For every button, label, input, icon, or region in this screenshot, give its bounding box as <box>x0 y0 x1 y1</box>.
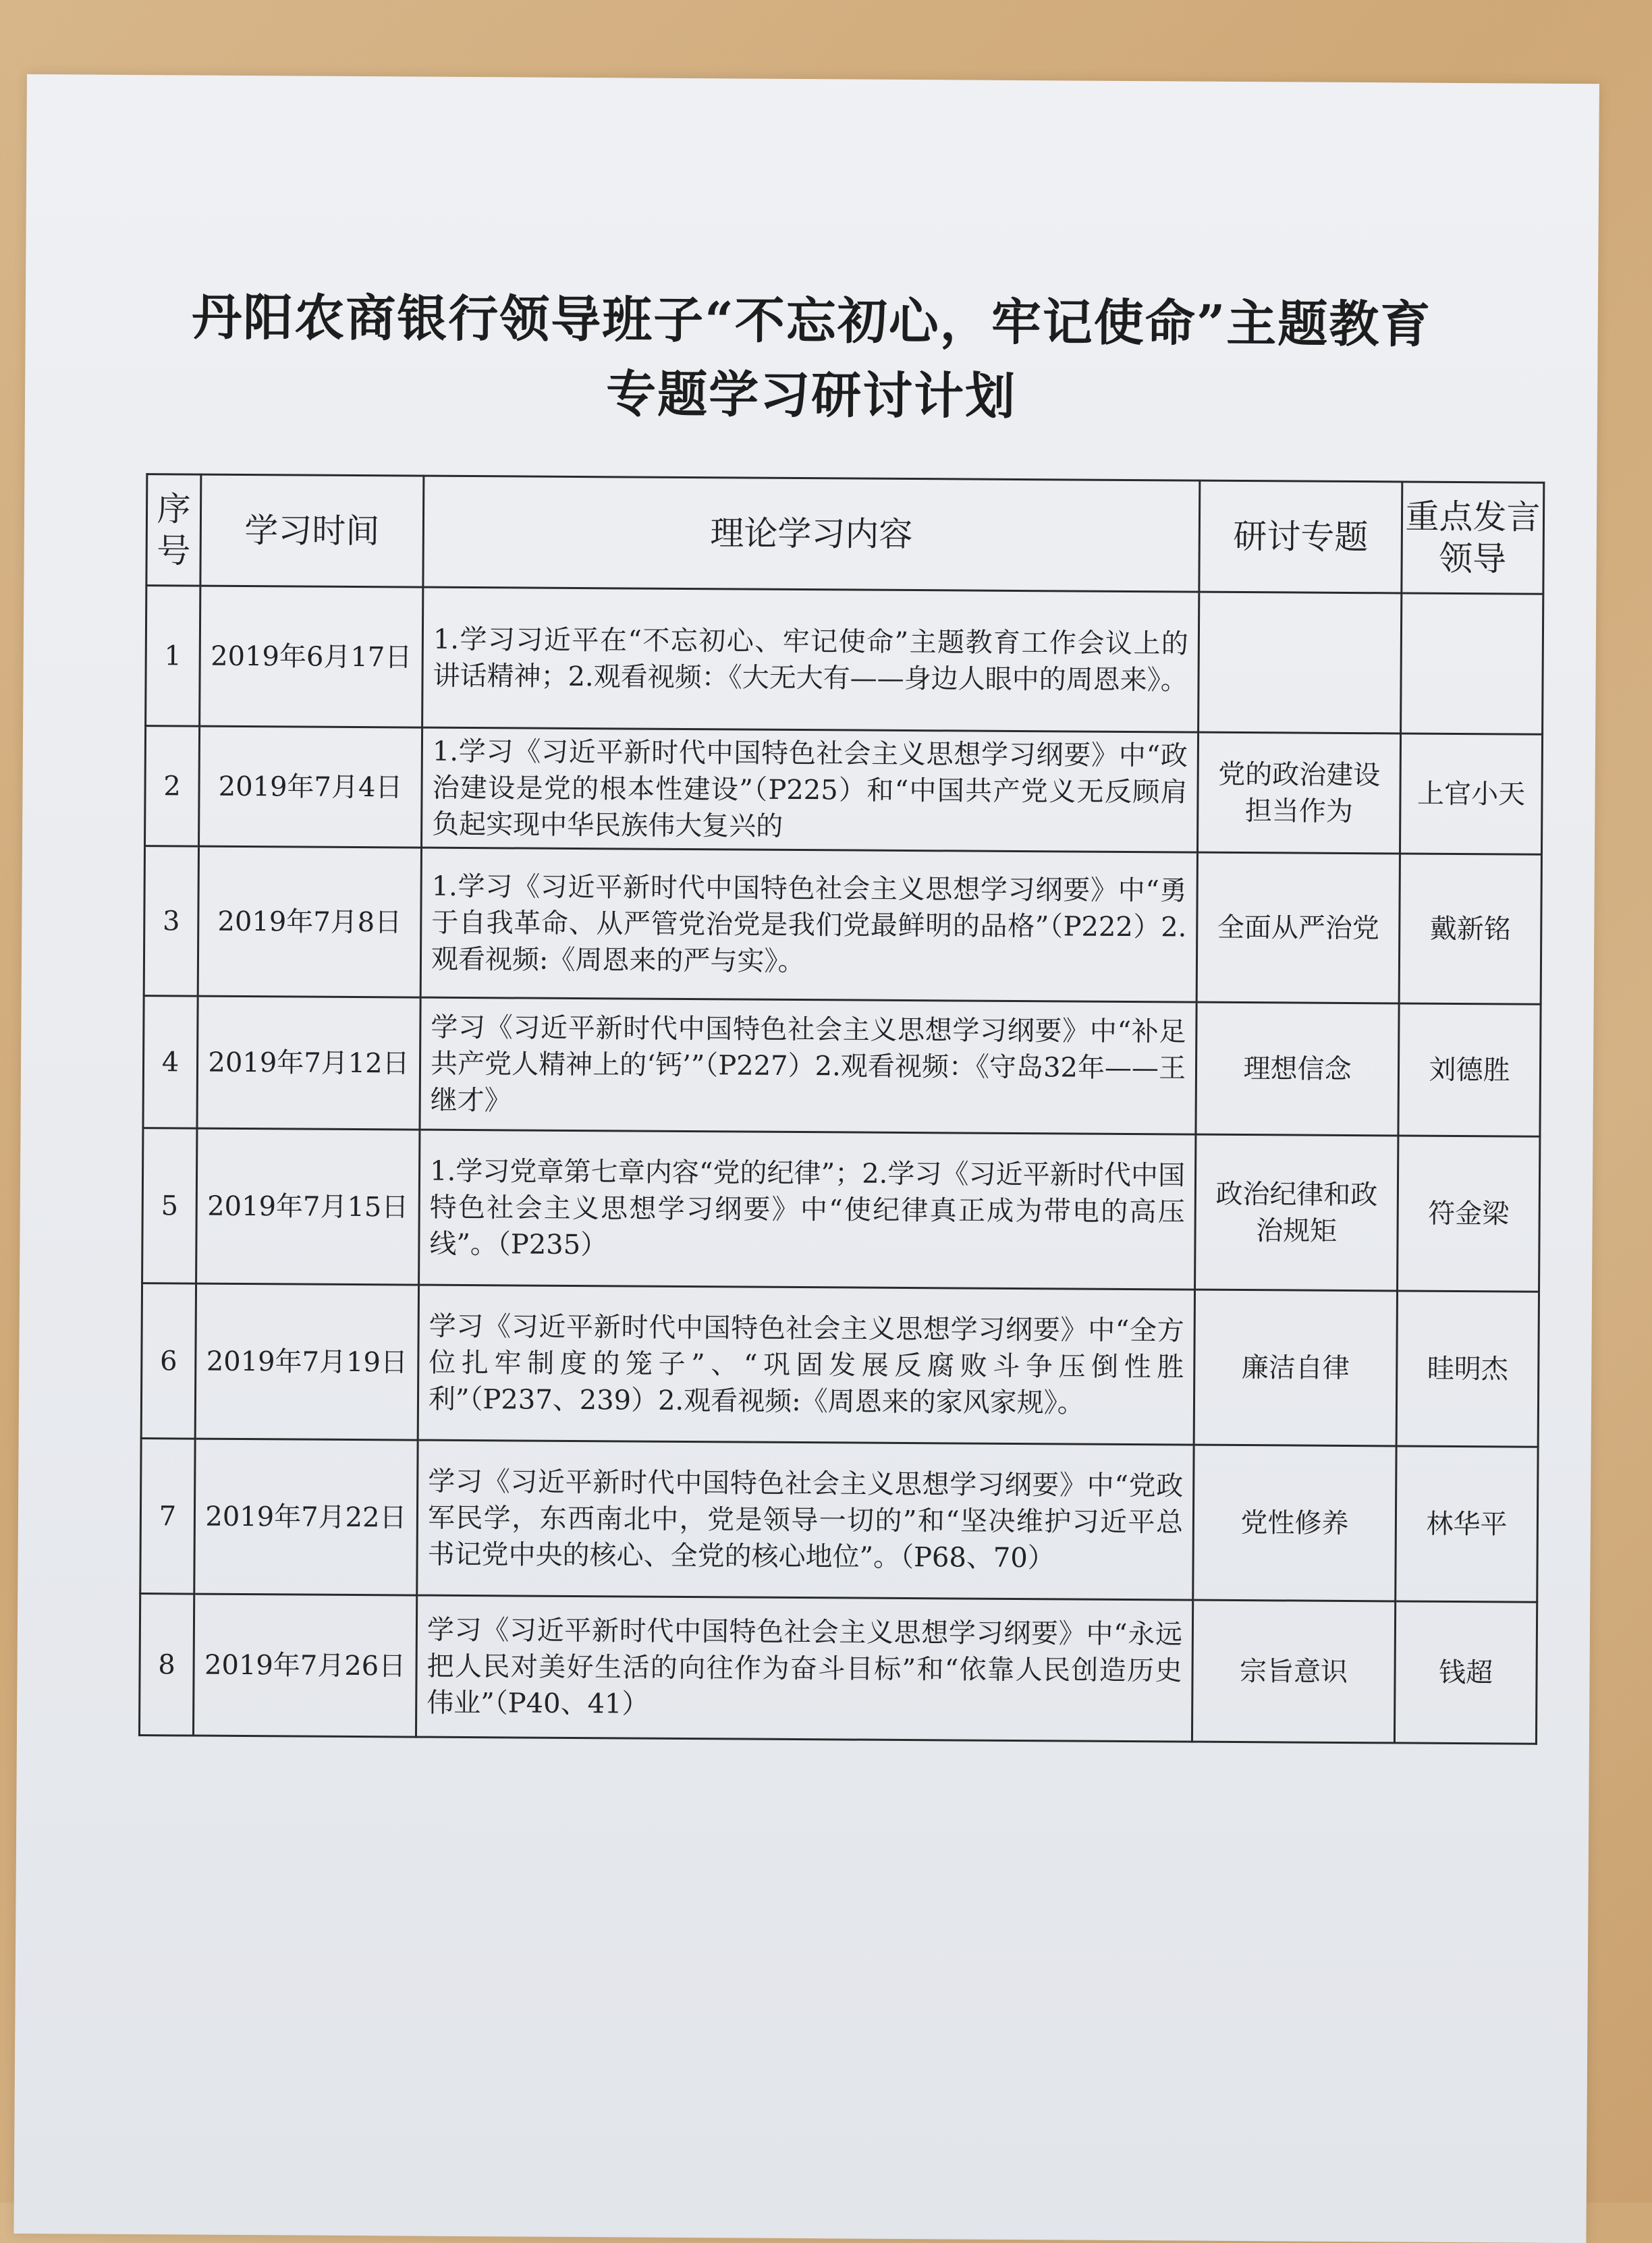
row-date: 2019年6月17日 <box>200 586 423 727</box>
row-topic: 宗旨意识 <box>1192 1600 1395 1743</box>
row-date: 2019年7月15日 <box>196 1128 420 1285</box>
row-leader: 戴新铭 <box>1399 854 1541 1004</box>
row-content: 1.学习习近平在“不忘初心、牢记使命”主题教育工作会议上的讲话精神；2.观看视频：《大无大有——身边人眼中的周恩来》。 <box>422 587 1199 732</box>
row-date: 2019年7月22日 <box>194 1439 418 1595</box>
row-content: 学习《习近平新时代中国特色社会主义思想学习纲要》中“全方位扎牢制度的笼子”、“巩固发展反腐败斗争压倒性胜利”（P237、239）2.观看视频:《周恩来的家风家规》。 <box>418 1285 1194 1445</box>
row-date: 2019年7月4日 <box>199 726 422 848</box>
row-topic: 党性修养 <box>1193 1445 1396 1601</box>
row-topic: 廉洁自律 <box>1194 1290 1397 1446</box>
table-row <box>139 1594 1537 1744</box>
document-title: 丹阳农商银行领导班子“不忘初心，牢记使命”主题教育 <box>191 288 1432 354</box>
header-num: 序号 <box>146 474 201 586</box>
header-content: 理论学习内容 <box>423 476 1200 592</box>
row-content: 1.学习党章第七章内容“党的纪律”；2.学习《习近平新时代中国特色社会主义思想学习纲要》中“使纪律真正成为带电的高压线”。（P235） <box>419 1130 1196 1290</box>
row-topic <box>1199 592 1402 733</box>
row-topic: 政治纪律和政治规矩 <box>1195 1134 1398 1291</box>
row-topic: 理想信念 <box>1196 1002 1399 1136</box>
row-num: 2 <box>145 726 200 846</box>
study-plan-table <box>138 473 1545 1745</box>
paper-sheet <box>13 74 1599 2243</box>
table-header-row <box>146 474 1544 594</box>
row-num: 8 <box>139 1594 194 1736</box>
row-content: 1.学习《习近平新时代中国特色社会主义思想学习纲要》中“勇于自我革命、从严管党治党是我们党最鲜明的品格”（P222）2.观看视频:《周恩来的严与实》。 <box>420 848 1197 1002</box>
row-num: 5 <box>142 1128 197 1283</box>
row-date: 2019年7月8日 <box>198 846 421 997</box>
header-leader: 重点发言领导 <box>1402 482 1544 594</box>
row-content: 学习《习近平新时代中国特色社会主义思想学习纲要》中“永远把人民对美好生活的向往作为奋斗目标”和“依靠人民创造历史伟业”（P40、41） <box>416 1595 1192 1742</box>
table-row <box>142 1128 1540 1292</box>
row-leader: 上官小天 <box>1400 733 1542 854</box>
row-content: 1.学习《习近平新时代中国特色社会主义思想学习纲要》中“政治建设是党的根本性建设”（P225）和“中国共产党义无反顾肩负起实现中华民族伟大复兴的 <box>422 727 1199 852</box>
row-num: 1 <box>146 586 200 726</box>
row-content: 学习《习近平新时代中国特色社会主义思想学习纲要》中“党政军民学，东西南北中，党是领导一切的”和“坚决维护习近平总书记党中央的核心、全党的核心地位”。（P68、70） <box>417 1440 1194 1600</box>
row-num: 7 <box>140 1439 195 1594</box>
table-row <box>143 996 1541 1137</box>
row-leader: 眭明杰 <box>1396 1291 1539 1447</box>
table-row <box>141 1283 1539 1447</box>
row-num: 3 <box>144 846 198 996</box>
row-topic: 全面从严治党 <box>1196 852 1400 1003</box>
table-row <box>145 726 1543 855</box>
row-leader: 符金梁 <box>1398 1136 1540 1292</box>
table-row <box>140 1439 1538 1603</box>
header-topic: 研讨专题 <box>1199 480 1402 593</box>
row-leader: 刘德胜 <box>1398 1003 1541 1136</box>
row-date: 2019年7月12日 <box>197 996 420 1130</box>
row-num: 6 <box>141 1283 196 1439</box>
row-content: 学习《习近平新时代中国特色社会主义思想学习纲要》中“补足共产党人精神上的‘钙’”（P227）2.观看视频：《守岛32年——王继才》 <box>420 997 1196 1134</box>
table-row <box>144 846 1541 1005</box>
row-leader: 林华平 <box>1396 1446 1538 1602</box>
row-num: 4 <box>143 996 198 1128</box>
table-row <box>146 586 1543 735</box>
row-leader <box>1401 593 1543 734</box>
row-date: 2019年7月26日 <box>193 1594 416 1737</box>
row-date: 2019年7月19日 <box>195 1283 418 1440</box>
row-topic: 党的政治建设担当作为 <box>1197 732 1400 854</box>
header-date: 学习时间 <box>200 474 424 587</box>
row-leader: 钱超 <box>1394 1601 1537 1744</box>
document-subtitle: 专题学习研讨计划 <box>605 365 1017 426</box>
